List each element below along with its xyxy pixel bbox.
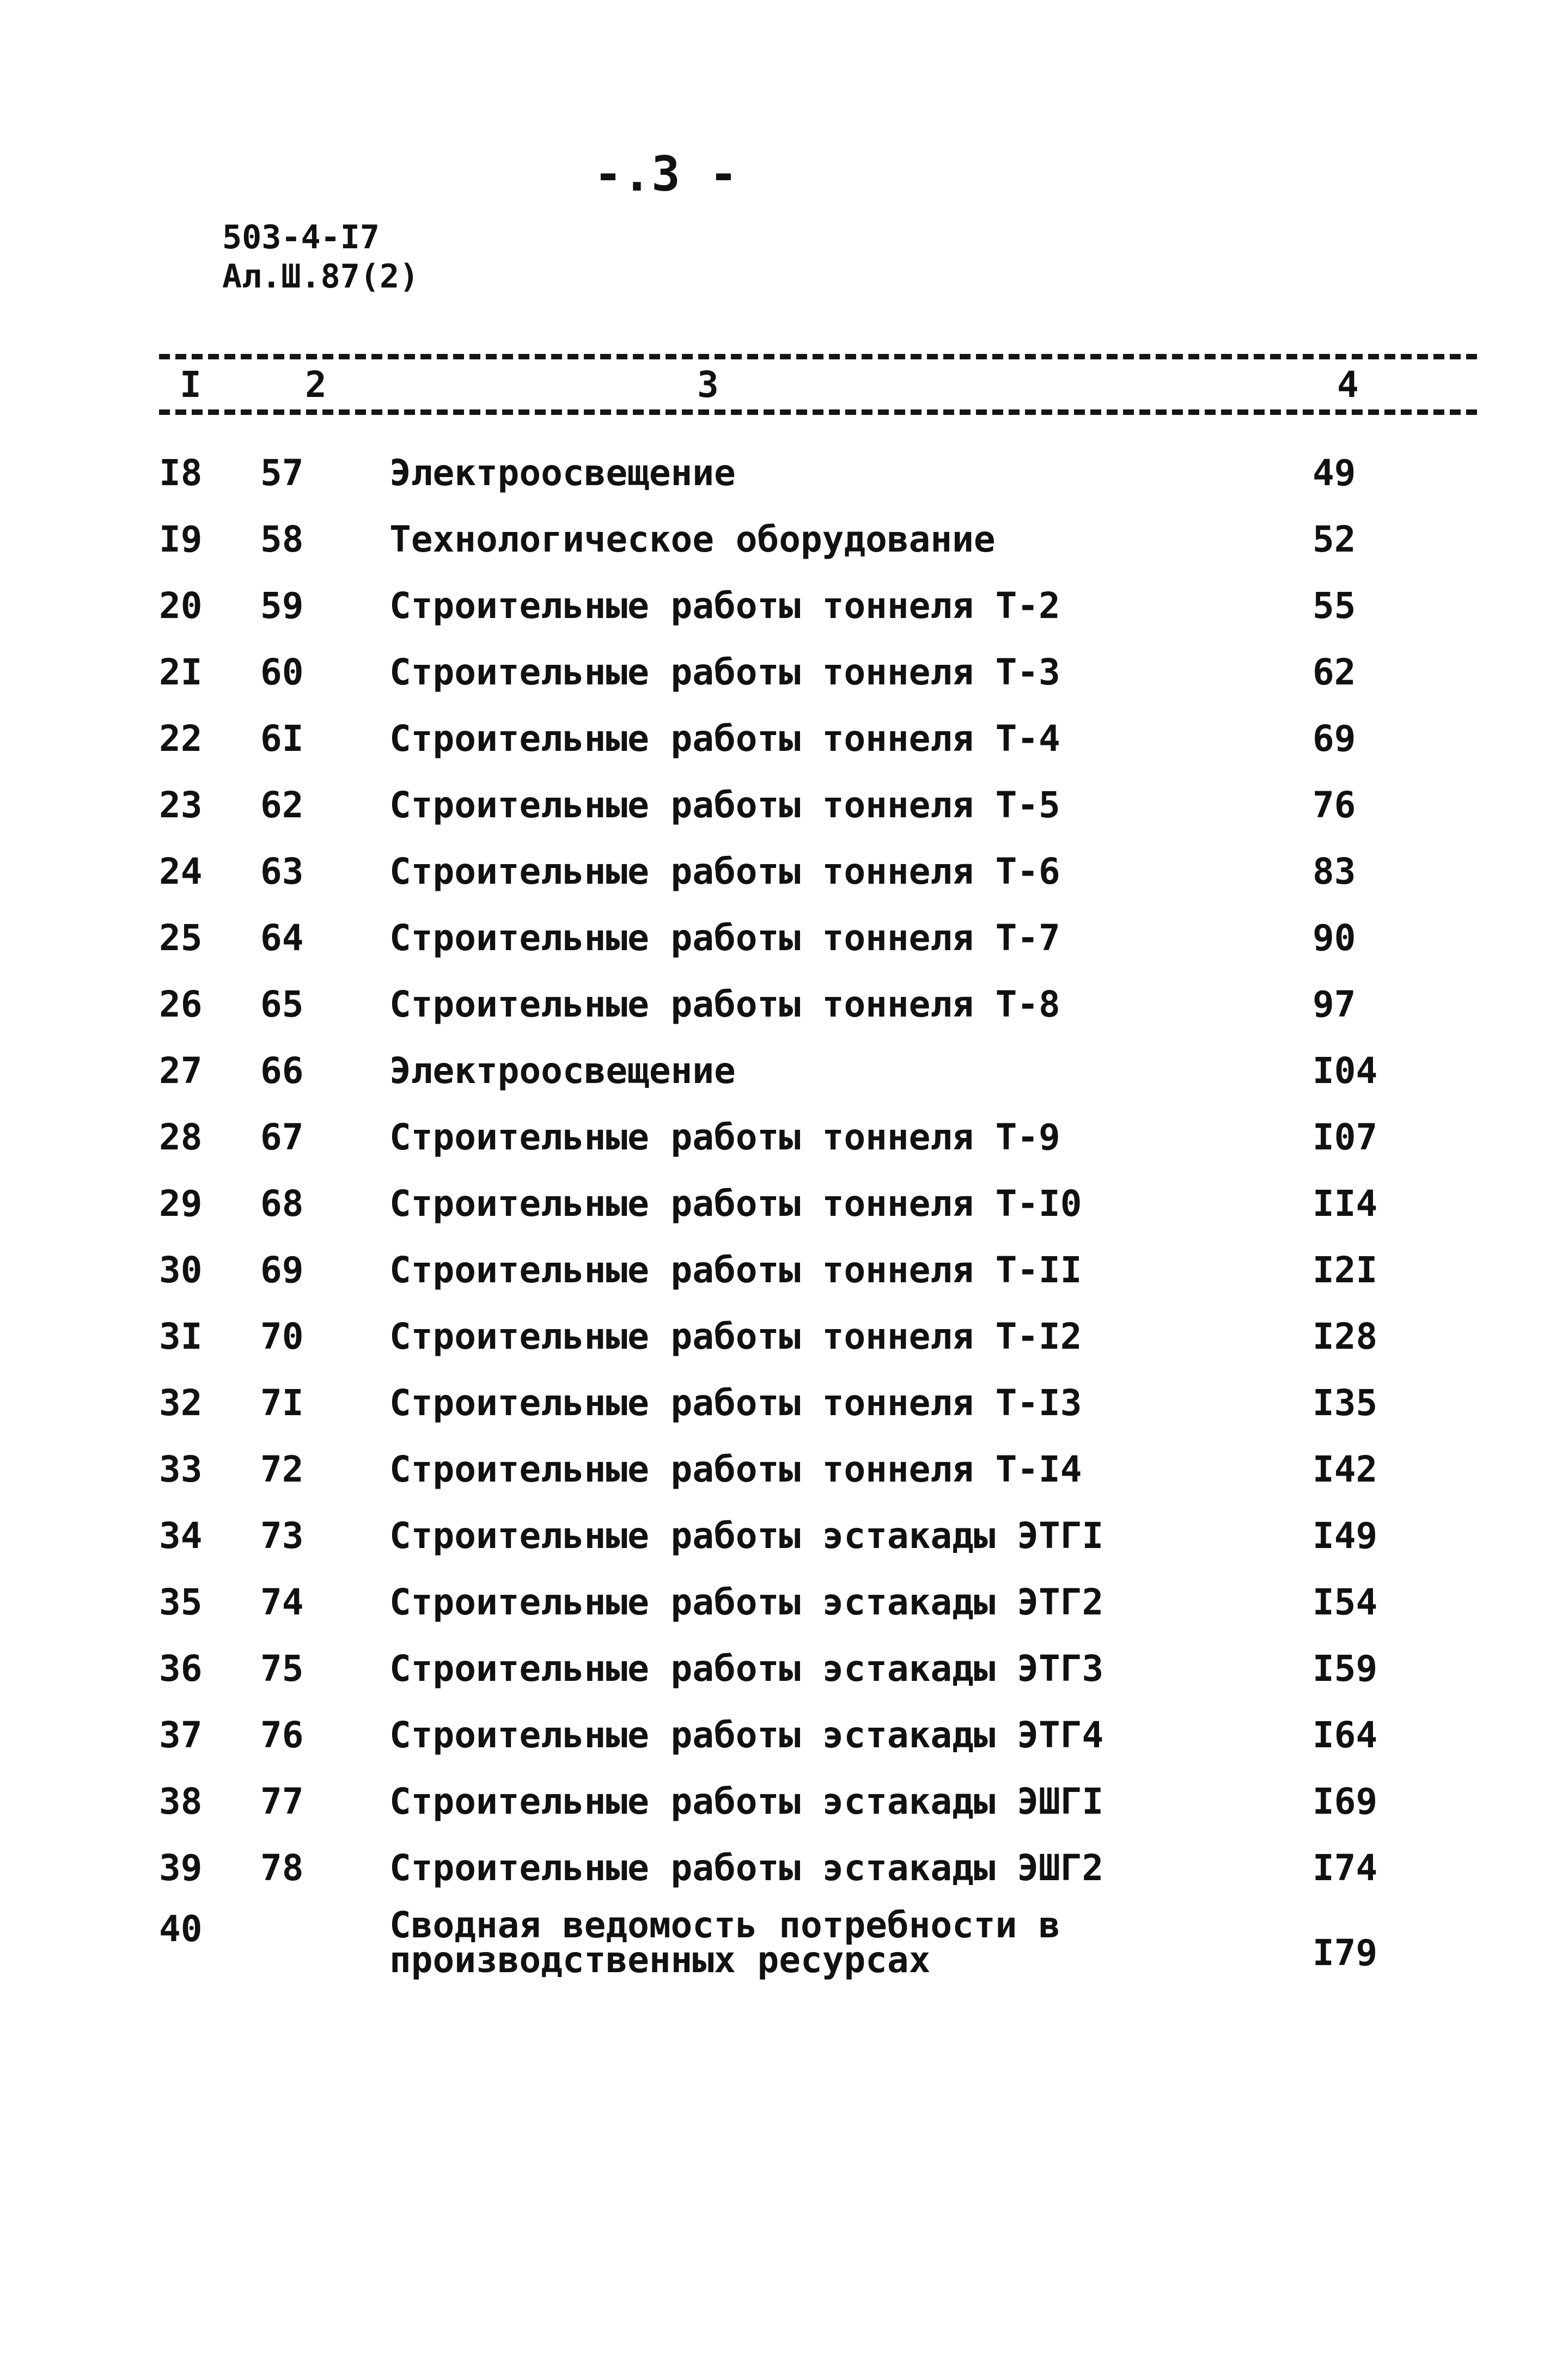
row-title: Электроосвещение — [389, 452, 736, 494]
row-sheet-number: 69 — [260, 1249, 304, 1291]
row-index: 40 — [159, 1908, 203, 1950]
row-index: 28 — [159, 1116, 203, 1158]
row-title: Строительные работы тоннеля Т-3 — [389, 651, 1060, 693]
row-title: Строительные работы тоннеля Т-II — [389, 1249, 1082, 1291]
table-row — [0, 911, 1544, 978]
row-title: Строительные работы тоннеля Т-I0 — [389, 1183, 1082, 1225]
table-header-row — [0, 364, 1544, 407]
row-sheet-number: 77 — [260, 1781, 304, 1822]
row-index: I9 — [159, 518, 203, 560]
row-title: Строительные работы эстакады ЭТГ3 — [389, 1648, 1104, 1690]
row-page: I54 — [1313, 1581, 1378, 1623]
row-index: 33 — [159, 1448, 203, 1490]
table-row — [0, 1904, 1544, 1990]
row-sheet-number: 66 — [260, 1050, 304, 1092]
row-index: 36 — [159, 1648, 203, 1690]
row-sheet-number: 63 — [260, 851, 304, 892]
row-sheet-number: 76 — [260, 1714, 304, 1756]
row-index: 25 — [159, 917, 203, 959]
table-row — [0, 845, 1544, 911]
row-page: 69 — [1313, 718, 1356, 760]
row-title: Сводная ведомость потребности в производственных ресурсах — [389, 1904, 1060, 1981]
row-sheet-number: 65 — [260, 983, 304, 1025]
row-title: Строительные работы тоннеля Т-5 — [389, 784, 1060, 826]
table-row — [0, 1576, 1544, 1642]
row-title: Строительные работы тоннеля Т-I4 — [389, 1448, 1082, 1490]
row-sheet-number: 57 — [260, 452, 304, 494]
table-row — [0, 1775, 1544, 1841]
column-header-3: 3 — [697, 364, 719, 406]
row-title: Строительные работы тоннеля Т-6 — [389, 851, 1060, 892]
table-row — [0, 1376, 1544, 1443]
table-row — [0, 1841, 1544, 1908]
row-title: Строительные работы эстакады ЭШГ2 — [389, 1847, 1104, 1889]
row-page: I69 — [1313, 1781, 1378, 1822]
document-code — [222, 218, 419, 296]
row-index: 3I — [159, 1316, 203, 1357]
row-title: Строительные работы тоннеля Т-I3 — [389, 1382, 1082, 1424]
row-title: Строительные работы эстакады ЭТГ4 — [389, 1714, 1104, 1756]
row-title: Строительные работы эстакады ЭТГ2 — [389, 1581, 1104, 1623]
row-sheet-number: 75 — [260, 1648, 304, 1690]
row-page: 76 — [1313, 784, 1356, 826]
row-title: Строительные работы тоннеля Т-9 — [389, 1116, 1060, 1158]
row-title: Электроосвещение — [389, 1050, 736, 1092]
page-number: -.3 - — [594, 146, 738, 202]
row-sheet-number: 60 — [260, 651, 304, 693]
row-page: 55 — [1313, 585, 1356, 627]
row-page: I04 — [1313, 1050, 1378, 1092]
row-sheet-number: 68 — [260, 1183, 304, 1225]
row-page: 62 — [1313, 651, 1356, 693]
row-title: Строительные работы тоннеля Т-8 — [389, 983, 1060, 1025]
row-page: 97 — [1313, 983, 1356, 1025]
row-sheet-number: 59 — [260, 585, 304, 627]
row-page: I74 — [1313, 1847, 1378, 1889]
row-index: 35 — [159, 1581, 203, 1623]
row-page: I42 — [1313, 1448, 1378, 1490]
row-index: 22 — [159, 718, 203, 760]
table-row — [0, 1709, 1544, 1775]
table-row — [0, 1642, 1544, 1709]
row-page: 90 — [1313, 917, 1356, 959]
table-row — [0, 1244, 1544, 1310]
row-sheet-number: 73 — [260, 1515, 304, 1557]
row-title: Строительные работы тоннеля Т-7 — [389, 917, 1060, 959]
row-title: Строительные работы эстакады ЭШГI — [389, 1781, 1104, 1822]
row-sheet-number: 70 — [260, 1316, 304, 1357]
row-title: Строительные работы эстакады ЭТГI — [389, 1515, 1104, 1557]
row-index: 2I — [159, 651, 203, 693]
row-page: I07 — [1313, 1116, 1378, 1158]
table-row — [0, 779, 1544, 845]
column-header-2: 2 — [305, 364, 327, 406]
column-header-1: I — [180, 364, 202, 406]
table-row — [0, 1111, 1544, 1177]
row-sheet-number: 74 — [260, 1581, 304, 1623]
table-body — [0, 446, 1544, 1990]
table-row — [0, 1310, 1544, 1376]
row-index: 20 — [159, 585, 203, 627]
table-row — [0, 978, 1544, 1044]
table-row — [0, 1177, 1544, 1244]
row-title: Строительные работы тоннеля Т-I2 — [389, 1316, 1082, 1357]
row-index: 38 — [159, 1781, 203, 1822]
table-top-dashed-rule — [159, 354, 1477, 359]
row-index: 23 — [159, 784, 203, 826]
row-page: I79 — [1313, 1932, 1378, 1974]
row-page: II4 — [1313, 1183, 1378, 1225]
row-title: Строительные работы тоннеля Т-2 — [389, 585, 1060, 627]
row-sheet-number: 78 — [260, 1847, 304, 1889]
row-page: 52 — [1313, 518, 1356, 560]
row-index: 24 — [159, 851, 203, 892]
row-page: I49 — [1313, 1515, 1378, 1557]
row-index: 39 — [159, 1847, 203, 1889]
row-page: I28 — [1313, 1316, 1378, 1357]
row-page: I35 — [1313, 1382, 1378, 1424]
row-title: Строительные работы тоннеля Т-4 — [389, 718, 1060, 760]
row-index: 30 — [159, 1249, 203, 1291]
table-header-dashed-rule — [159, 409, 1477, 415]
row-index: 26 — [159, 983, 203, 1025]
table-row — [0, 579, 1544, 646]
row-index: 27 — [159, 1050, 203, 1092]
table-row — [0, 646, 1544, 712]
row-sheet-number: 67 — [260, 1116, 304, 1158]
row-index: 29 — [159, 1183, 203, 1225]
table-row — [0, 513, 1544, 579]
row-page: I64 — [1313, 1714, 1378, 1756]
row-sheet-number: 7I — [260, 1382, 304, 1424]
row-sheet-number: 64 — [260, 917, 304, 959]
row-sheet-number: 62 — [260, 784, 304, 826]
row-page: 49 — [1313, 452, 1356, 494]
row-sheet-number: 58 — [260, 518, 304, 560]
row-sheet-number: 72 — [260, 1448, 304, 1490]
row-index: 32 — [159, 1382, 203, 1424]
table-row — [0, 1509, 1544, 1576]
row-page: I2I — [1313, 1249, 1378, 1291]
row-sheet-number: 6I — [260, 718, 304, 760]
table-row — [0, 712, 1544, 779]
row-page: I59 — [1313, 1648, 1378, 1690]
column-header-4: 4 — [1337, 364, 1359, 406]
table-row — [0, 1044, 1544, 1111]
row-index: I8 — [159, 452, 203, 494]
document-code-line-2: Ал.Ш.87(2) — [222, 258, 419, 296]
table-row — [0, 446, 1544, 513]
row-page: 83 — [1313, 851, 1356, 892]
row-title: Технологическое оборудование — [389, 518, 996, 560]
document-code-line-1: 503-4-I7 — [222, 218, 380, 256]
table-row — [0, 1443, 1544, 1509]
row-index: 37 — [159, 1714, 203, 1756]
row-index: 34 — [159, 1515, 203, 1557]
